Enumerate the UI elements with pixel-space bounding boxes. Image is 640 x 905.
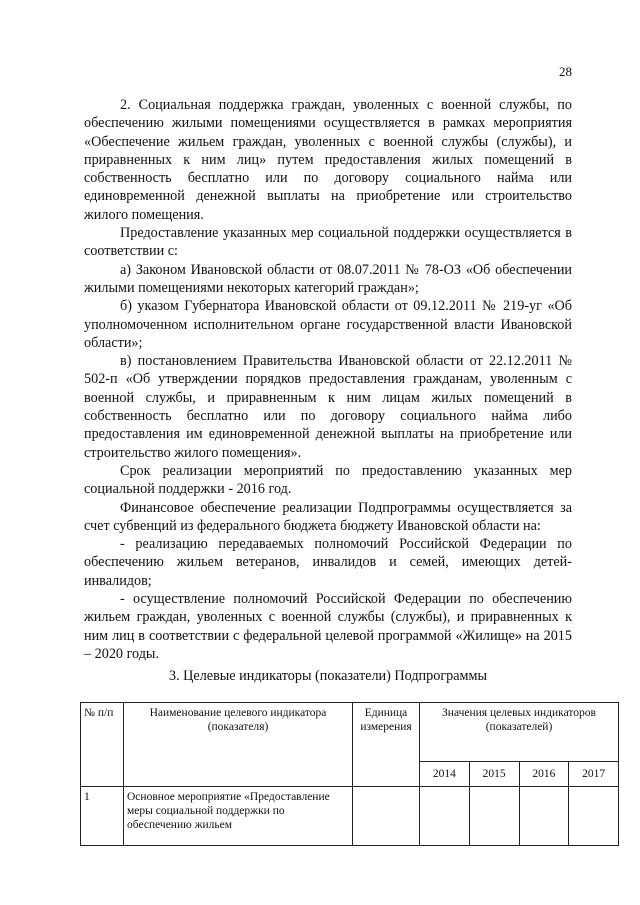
header-unit: Единица измерения bbox=[353, 703, 420, 787]
row-unit bbox=[353, 787, 420, 846]
paragraph: а) Законом Ивановской области от 08.07.2011 № 78-ОЗ «Об обеспечении жилыми помещениями некоторых категорий граждан»; bbox=[84, 261, 572, 296]
paragraph: в) постановлением Правительства Ивановской области от 22.12.2011 № 502-п «Об утверждении порядков предоставления гражданам, уволенным с военной службы, и приравненным к ним лицам жилых помещений в собственность бесплатно или по договору социального найма либо предоставления им единовременной денежной выплаты на приобретение или строительство жилого помещения». bbox=[84, 353, 572, 461]
row-value bbox=[519, 787, 569, 846]
table-header-row bbox=[81, 703, 619, 762]
paragraph: - осуществление полномочий Российской Федерации по обеспечению жильем граждан, уволенных с военной службы (службы), и приравненных к ним лиц в соответствии с федеральной целевой программой «Жилище» на 2015 – 2020 годы. bbox=[84, 591, 572, 662]
paragraph: Финансовое обеспечение реализации Подпрограммы осуществляется за счет субвенций из федерального бюджета бюджету Ивановской области на: bbox=[84, 499, 572, 534]
header-values: Значения целевых индикаторов (показателей) bbox=[420, 703, 619, 762]
header-year: 2014 bbox=[420, 762, 470, 787]
row-num: 1 bbox=[81, 787, 124, 846]
table-row bbox=[81, 787, 619, 846]
header-name: Наименование целевого индикатора (показателя) bbox=[124, 703, 353, 787]
page-number: 28 bbox=[559, 64, 572, 79]
header-year: 2015 bbox=[469, 762, 519, 787]
row-value bbox=[569, 787, 619, 846]
header-num: № п/п bbox=[81, 703, 124, 787]
paragraph: Срок реализации мероприятий по предоставлению указанных мер социальной поддержки - 2016 год. bbox=[84, 462, 572, 498]
paragraph: Предоставление указанных мер социальной поддержки осуществляется в соответствии с: bbox=[84, 225, 572, 260]
header-year: 2017 bbox=[569, 762, 619, 787]
paragraph: 2. Социальная поддержка граждан, уволенных с военной службы, по обеспечению жилыми помещениями осуществляется в рамках мероприятия «Обеспечение жильем граждан, уволенных с военной службы (службы), и приравненных к ним лиц» путем предоставления жилых помещений в собственность бесплатно или по договору социального найма или единовременной денежной выплаты на приобретение или строительство жилого помещения. bbox=[84, 97, 572, 223]
paragraph: б) указом Губернатора Ивановской области от 09.12.2011 № 219-уг «Об уполномоченном исполнительном органе государственной власти Ивановской области»; bbox=[84, 298, 572, 351]
body-text bbox=[84, 96, 572, 663]
row-value bbox=[469, 787, 519, 846]
paragraph: - реализацию передаваемых полномочий Российской Федерации по обеспечению жильем ветеранов, инвалидов и семей, имеющих детей-инвалидов; bbox=[84, 536, 572, 589]
section-title: 3. Целевые индикаторы (показатели) Подпрограммы bbox=[168, 668, 488, 684]
row-value bbox=[420, 787, 470, 846]
indicators-table bbox=[80, 702, 619, 846]
header-year: 2016 bbox=[519, 762, 569, 787]
row-name: Основное мероприятие «Предоставление меры социальной поддержки по обеспечению жильем bbox=[124, 787, 353, 846]
